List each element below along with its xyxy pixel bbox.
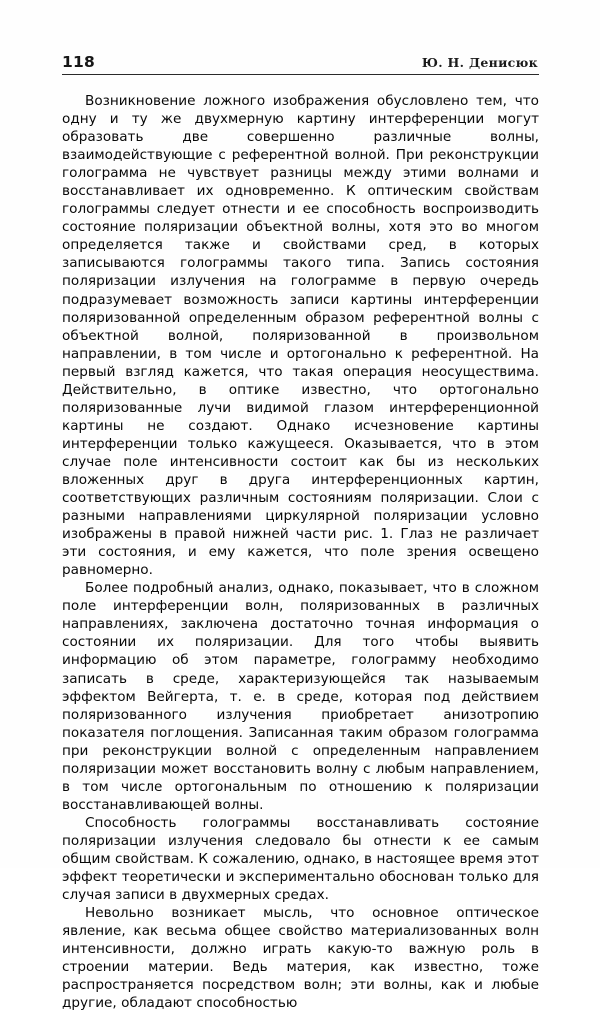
paragraph: Способность голограммы восстанавливать состояние поляризации излучения следовало бы отнести к ее самым общим свойствам. К сожалению, однако, в настоящее время этот эффект теоретически и экспериментально обоснован только для случая записи в двухмерных средах. — [62, 814, 539, 904]
running-head — [62, 48, 538, 70]
paragraph: Более подробный анализ, однако, показывает, что в сложном поле интерференции волн, поляризованных в различных направлениях, заключена достаточно точная информация о состоянии их поляризации. Для того чтобы выявить информацию об этом параметре, голограмму необходимо записать в среде, характеризующейся так называемым эффектом Вейгерта, т. е. в среде, которая под действием поляризованного излучения приобретает анизотропию показателя поглощения. Записанная таким образом голограмма при реконструкции волной с определенным направлением поляризации может восстановить волну с любым направлением, в том числе ортогональным по отношению к поляризации восстанавливающей волны. — [62, 580, 539, 813]
header-divider — [62, 74, 539, 75]
page-number: 118 — [62, 52, 95, 71]
running-head-author: Ю. Н. Денисюк — [421, 54, 538, 70]
paragraph: Невольно возникает мысль, что основное оптическое явление, как весьма общее свойство материализованных волн интенсивности, должно играть какую-то важную роль в строении материи. Ведь материя, как известно, тоже распространяется посредством волн; эти волны, как и любые другие, обладают способностью — [62, 905, 539, 1012]
paragraph: Возникновение ложного изображения обусловлено тем, что одну и ту же двухмерную картину интерференции могут образовать две совершенно различные волны, взаимодействующие с референтной волной. При реконструкции голограмма не чувствует разницы между этими волнами и восстанавливает их одновременно. К оптическим свойствам голограммы следует отнести и ее способность воспроизводить состояние поляризации объектной волны, хотя это во многом определяется также и свойствами сред, в которых записываются голограммы такого типа. Запись состояния поляризации излучения на голограмме в первую очередь подразумевает возможность записи картины интерференции поляризованной определенным образом референтной волны с объектной волной, поляризованной в произвольном направлении, в том числе и ортогонально к референтной. На первый взгляд кажется, что такая операция неосуществима. Действительно, в оптике известно, что ортогонально поляризованные лучи видимой глазом интерференционной картины не создают. Однако исчезновение картины интерференции только кажущееся. Оказывается, что в этом случае поле интенсивности состоит как бы из нескольких вложенных друг в друга интерференционных картин, соответствующих различным состояниям поляризации. Слои с разными направлениями циркулярной поляризации условно изображены в правой нижней части рис. 1. Глаз не различает эти состояния, и ему кажется, что поле зрения освещено равномерно. — [62, 93, 539, 579]
body-text-column — [62, 92, 539, 1012]
